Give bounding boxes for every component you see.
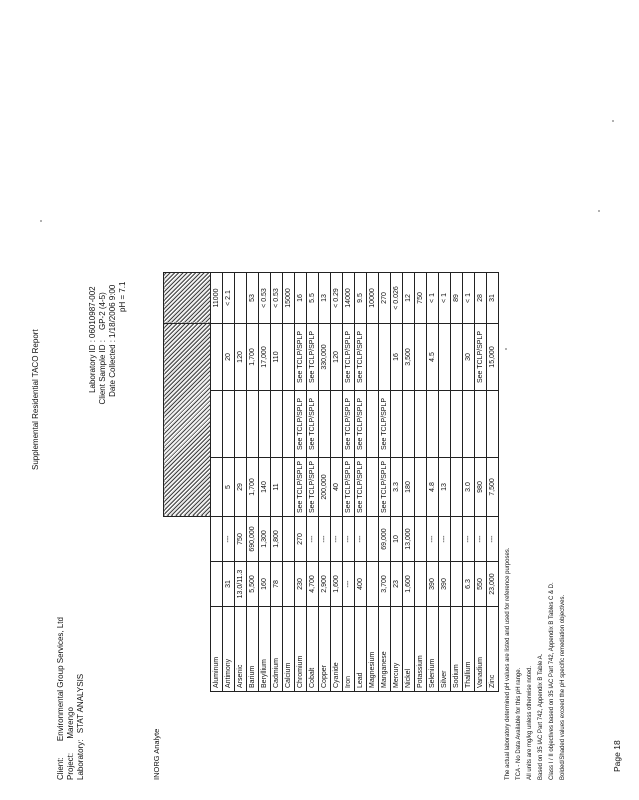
value-cell [283,457,295,516]
value-cell [367,323,379,390]
analyte-name-cell: Beryllium [259,607,271,692]
value-cell: 17,000 [259,323,271,390]
analyte-name-cell: Sodium [451,607,463,692]
value-cell: 13.0/11.3 [235,562,247,607]
table-row [403,272,415,691]
value-cell [223,390,235,457]
analyte-name-cell: Aluminum [211,607,223,692]
value-cell: 1,800 [271,517,283,562]
value-cell [211,517,223,562]
value-cell: 140 [259,457,271,516]
value-cell: 690,000 [247,517,259,562]
value-cell: --- [343,562,355,607]
value-cell: See TCLP/SPLP [355,457,367,516]
value-cell: 9.5 [355,272,367,323]
table-row [487,272,499,691]
footnote: Based on 35 IAC Part 742, Appendix B Table A. [538,653,544,780]
analyte-name-cell: Manganese [379,607,391,692]
value-cell: 230 [295,562,307,607]
value-cell [283,562,295,607]
client-sample-value: GP-2 (4-5) [98,292,107,330]
value-cell: See TCLP/SPLP [343,457,355,516]
value-cell: 30 [463,323,475,390]
footnote: Bolded/Shaded values exceed the pH specific remediation objectives. [560,594,566,780]
value-cell [415,562,427,607]
value-cell: < 0.29 [331,272,343,323]
value-cell [367,517,379,562]
page-number: Page 18 [612,740,622,772]
value-cell [415,390,427,457]
value-cell: See TCLP/SPLP [355,323,367,390]
value-cell [367,390,379,457]
value-cell [211,457,223,516]
value-cell [403,390,415,457]
value-cell [415,323,427,390]
date-collected-label: Date Collected : [108,340,117,397]
value-cell: 2,900 [319,562,331,607]
table-row [223,272,235,691]
value-cell: --- [439,517,451,562]
value-cell [379,323,391,390]
value-cell: --- [331,517,343,562]
value-cell: 15,000 [487,323,499,390]
value-cell: 23 [391,562,403,607]
value-cell: 120 [235,323,247,390]
value-cell: --- [487,517,499,562]
lab-info-values [88,282,128,338]
value-cell: 14000 [343,272,355,323]
table-row [283,272,295,691]
value-cell: 330,000 [319,323,331,390]
section-label: INORG Analyte [152,728,161,780]
client-label: Client: [56,757,65,780]
value-cell: 11 [271,457,283,516]
table-row [415,272,427,691]
analyte-name-cell: Iron [343,607,355,692]
value-cell [235,390,247,457]
value-cell: 3,500 [403,323,415,390]
value-cell: --- [475,517,487,562]
lab-id-value: 06010987-002 [88,286,97,338]
project-label: Project: [66,752,75,780]
value-cell: 29 [235,457,247,516]
value-cell: 10 [391,517,403,562]
value-cell: 53 [247,272,259,323]
value-cell: 3.3 [391,457,403,516]
value-cell: 200,000 [319,457,331,516]
value-cell: --- [355,517,367,562]
value-cell [451,323,463,390]
value-cell: See TCLP/SPLP [343,390,355,457]
value-cell: 40 [331,457,343,516]
value-cell [451,457,463,516]
value-cell [487,390,499,457]
table-header-row [164,272,211,691]
value-cell [463,390,475,457]
value-cell: 23,000 [487,562,499,607]
table-row [247,272,259,691]
value-cell: 10000 [367,272,379,323]
value-cell [439,390,451,457]
value-cell [319,390,331,457]
client-sample-label: Client Sample ID : [98,340,107,405]
value-cell [391,390,403,457]
value-cell [367,457,379,516]
analyte-name-cell: Chromium [295,607,307,692]
value-cell: See TCLP/SPLP [355,390,367,457]
client-line [56,617,66,780]
value-cell: 980 [475,457,487,516]
value-cell: 3,700 [379,562,391,607]
value-cell: < 0.53 [259,272,271,323]
value-cell: 1,600 [403,562,415,607]
value-cell: 1,300 [259,517,271,562]
value-cell: 15000 [283,272,295,323]
value-cell [451,562,463,607]
analyte-name-cell: Arsenic [235,607,247,692]
value-cell: 31 [487,272,499,323]
value-cell: 550 [475,562,487,607]
value-cell: See TCLP/SPLP [307,323,319,390]
value-cell: See TCLP/SPLP [307,457,319,516]
footnote: The actual laboratory determined pH values are listed and used for reference purposes. [505,547,511,780]
value-cell: 89 [451,272,463,323]
value-cell: < 1 [439,272,451,323]
value-cell [259,390,271,457]
value-cell: 5,500 [247,562,259,607]
analyte-name-cell: Barium [247,607,259,692]
table-row [439,272,451,691]
analyte-name-cell: Nickel [403,607,415,692]
table-row [331,272,343,691]
project-value: Marengo [66,707,75,739]
date-collected-value: 1/18/2006 9:00 [108,284,117,338]
analyte-name-cell: Vanadium [475,607,487,692]
table-row [355,272,367,691]
value-cell [415,457,427,516]
value-cell [331,390,343,457]
analyte-name-cell: Cadmium [271,607,283,692]
table-row [259,272,271,691]
table-row [427,272,439,691]
value-cell: 78 [271,562,283,607]
value-cell: See TCLP/SPLP [295,323,307,390]
value-cell [283,323,295,390]
analyte-name-cell: Calcium [283,607,295,692]
scan-speck [612,120,614,122]
scan-speck [598,210,600,212]
value-cell: 6.3 [463,562,475,607]
table-row [319,272,331,691]
value-cell: See TCLP/SPLP [379,457,391,516]
value-cell: 13,000 [403,517,415,562]
value-cell: 28 [475,272,487,323]
footnote: All units are mg/kg unless otherwise noted. [527,665,533,780]
analyte-name-cell: Cobalt [307,607,319,692]
value-cell: 20 [223,323,235,390]
analyte-name-cell: Antimony [223,607,235,692]
analyte-name-cell: Copper [319,607,331,692]
table-row [235,272,247,691]
table-row [271,272,283,691]
value-cell [211,323,223,390]
lab-id-label: Laboratory ID : [88,340,97,393]
value-cell: --- [319,517,331,562]
value-cell: 110 [271,323,283,390]
value-cell [367,562,379,607]
analyte-name-cell: Thallium [463,607,475,692]
client-value: Environmental Group Services, Ltd [56,617,65,742]
value-cell: See TCLP/SPLP [379,390,391,457]
header-block-hatched-2 [164,272,211,323]
value-cell: 1,700 [247,323,259,390]
value-cell: 16 [391,323,403,390]
project-line [66,707,76,780]
value-cell: See TCLP/SPLP [295,457,307,516]
value-cell: --- [307,517,319,562]
value-cell: See TCLP/SPLP [307,390,319,457]
table-row [211,272,223,691]
value-cell: --- [223,517,235,562]
value-cell: 13 [439,457,451,516]
table-row [451,272,463,691]
value-cell [283,517,295,562]
value-cell: 5 [223,457,235,516]
value-cell: 750 [235,517,247,562]
table-row [463,272,475,691]
value-cell [211,562,223,607]
value-cell: 180 [403,457,415,516]
results-table [163,272,499,692]
table-row [379,272,391,691]
value-cell: See TCLP/SPLP [343,323,355,390]
footnote: Class I / II objectives based on 35 IAC Part 742, Appendix B Tables C & D. [549,582,555,780]
analyte-name-cell: Cyanide [331,607,343,692]
value-cell: 270 [295,517,307,562]
header-block-hatched [164,323,211,516]
value-cell [451,390,463,457]
value-cell: < 1 [463,272,475,323]
analyte-name-cell: Mercury [391,607,403,692]
value-cell [247,390,259,457]
value-cell [427,390,439,457]
lab-info-labels [88,340,118,440]
value-cell: See TCLP/SPLP [475,323,487,390]
value-cell: 160 [259,562,271,607]
value-cell [235,272,247,323]
report-title: Supplemental Residential TACO Report [31,329,40,470]
value-cell: 1,700 [247,457,259,516]
analyte-name-cell: Magnesium [367,607,379,692]
table-row [307,272,319,691]
value-cell: 120 [331,323,343,390]
value-cell [451,517,463,562]
laboratory-label: Laboratory: [76,739,85,780]
value-cell: 31 [223,562,235,607]
value-cell: 12 [403,272,415,323]
value-cell: < 2.1 [223,272,235,323]
value-cell: 400 [355,562,367,607]
analyte-name-cell: Potassium [415,607,427,692]
value-cell: 69,000 [379,517,391,562]
value-cell: 3.0 [463,457,475,516]
table-row [391,272,403,691]
value-cell: 4.8 [427,457,439,516]
value-cell: < 1 [427,272,439,323]
table-row [475,272,487,691]
value-cell: 4.5 [427,323,439,390]
value-cell: 390 [427,562,439,607]
value-cell [475,390,487,457]
analyte-name-cell: Silver [439,607,451,692]
value-cell [211,390,223,457]
value-cell: --- [463,517,475,562]
value-cell: --- [427,517,439,562]
ph-value: pH = 7.1 [118,281,127,312]
laboratory-line [76,674,86,780]
table-row [367,272,379,691]
value-cell: 750 [415,272,427,323]
table-row [343,272,355,691]
value-cell [415,517,427,562]
value-cell: --- [343,517,355,562]
laboratory-value: STAT ANALYSIS [76,673,85,734]
value-cell: 7,500 [487,457,499,516]
scan-speck [505,348,507,350]
value-cell: 13 [319,272,331,323]
value-cell: 16 [295,272,307,323]
analyte-name-cell: Selenium [427,607,439,692]
value-cell [283,390,295,457]
footnote: TCA - No Data Available for this pH range. [516,667,522,780]
value-cell [439,323,451,390]
scan-speck [40,220,42,222]
value-cell [271,390,283,457]
value-cell: 390 [439,562,451,607]
value-cell: 5.5 [307,272,319,323]
value-cell: 11000 [211,272,223,323]
value-cell: < 0.026 [391,272,403,323]
value-cell: < 0.53 [271,272,283,323]
value-cell: 4,700 [307,562,319,607]
table-row [295,272,307,691]
value-cell: 1,600 [331,562,343,607]
analyte-name-cell: Lead [355,607,367,692]
value-cell: 270 [379,272,391,323]
value-cell: See TCLP/SPLP [295,390,307,457]
analyte-name-cell: Zinc [487,607,499,692]
